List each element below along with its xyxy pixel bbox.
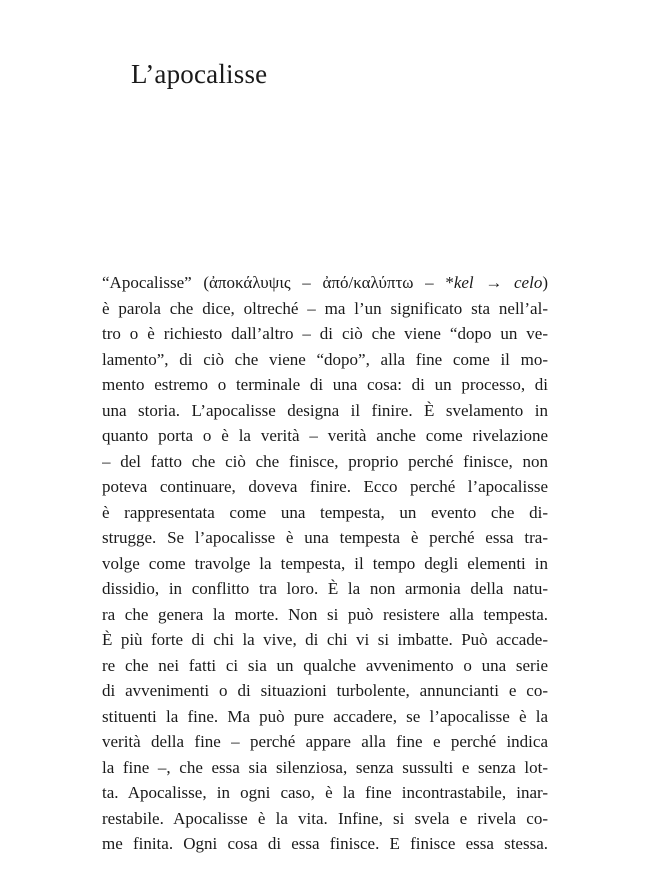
text-segment: poteva continuare, doveva finire. Ecco perché l’apocalisse (102, 477, 548, 496)
text-segment: tro o è richiesto dall’altro – di ciò che viene “dopo un ve- (102, 324, 548, 343)
text-line (102, 831, 548, 857)
text-segment: la fine –, che essa sia silenziosa, senza sussulti e senza lot- (102, 757, 548, 777)
text-line (102, 780, 548, 806)
text-line (102, 372, 548, 398)
text-line (102, 729, 548, 755)
text-line (102, 449, 548, 475)
text-line (102, 704, 548, 730)
text-line (102, 653, 548, 679)
text-segment: → (473, 273, 515, 292)
text-line (102, 321, 548, 347)
italic-text-segment: kel (453, 273, 474, 292)
text-segment: è parola che dice, oltreché – ma l’un significato sta nell’al- (102, 298, 548, 318)
text-segment: me finita. Ogni cosa di essa finisce. E finisce essa stessa. (102, 834, 548, 853)
text-line (102, 602, 548, 628)
text-segment: quanto porta o è la verità – verità anche come rivelazione (102, 426, 548, 445)
text-segment: una storia. L’apocalisse designa il finire. È svelamento in (102, 400, 548, 420)
text-line (102, 347, 548, 373)
text-segment: stituenti la fine. Ma può pure accadere, se l’apocalisse è la (102, 706, 548, 726)
text-segment: strugge. Se l’apocalisse è una tempesta è perché essa tra- (102, 528, 548, 547)
text-line (102, 551, 548, 577)
text-segment: È più forte di chi la vive, di chi vi si imbatte. Può accade- (102, 630, 548, 649)
text-line (102, 270, 548, 296)
text-line (102, 500, 548, 526)
text-line (102, 576, 548, 602)
text-segment: lamento”, di ciò che viene “dopo”, alla fine come il mo- (102, 349, 548, 369)
text-line (102, 678, 548, 704)
italic-text-segment: celo (514, 273, 543, 292)
text-segment: è rappresentata come una tempesta, un evento che di- (102, 502, 548, 522)
text-line (102, 755, 548, 781)
text-segment: ta. Apocalisse, in ogni caso, è la fine incontrastabile, inar- (102, 783, 548, 802)
text-segment: ra che genera la morte. Non si può resistere alla tempesta. (102, 604, 548, 624)
text-line (102, 627, 548, 653)
text-segment: – del fatto che ciò che finisce, proprio perché finisce, non (102, 451, 548, 471)
text-segment: re che nei fatti ci sia un qualche avvenimento o una serie (102, 655, 548, 675)
text-line (102, 423, 548, 449)
text-segment: mento estremo o terminale di una cosa: di un processo, di (102, 375, 548, 394)
text-segment: ) (542, 273, 548, 292)
text-segment: restabile. Apocalisse è la vita. Infine, si svela e rivela co- (102, 808, 548, 828)
text-line (102, 296, 548, 322)
text-line (102, 398, 548, 424)
text-line (102, 806, 548, 832)
text-line (102, 474, 548, 500)
text-segment: “Apocalisse” (ἀποκάλυψις – ἀπό/καλύπτω – * (102, 273, 454, 292)
text-line (102, 525, 548, 551)
text-segment: verità della fine – perché appare alla fine e perché indica (102, 732, 548, 751)
chapter-title: L’apocalisse (131, 59, 268, 89)
body-paragraph (102, 270, 548, 857)
text-segment: di avvenimenti o di situazioni turbolente, annuncianti e co- (102, 681, 548, 700)
text-segment: dissidio, in conflitto tra loro. È la non armonia della natu- (102, 579, 548, 598)
text-segment: volge come travolge la tempesta, il tempo degli elementi in (102, 553, 548, 573)
